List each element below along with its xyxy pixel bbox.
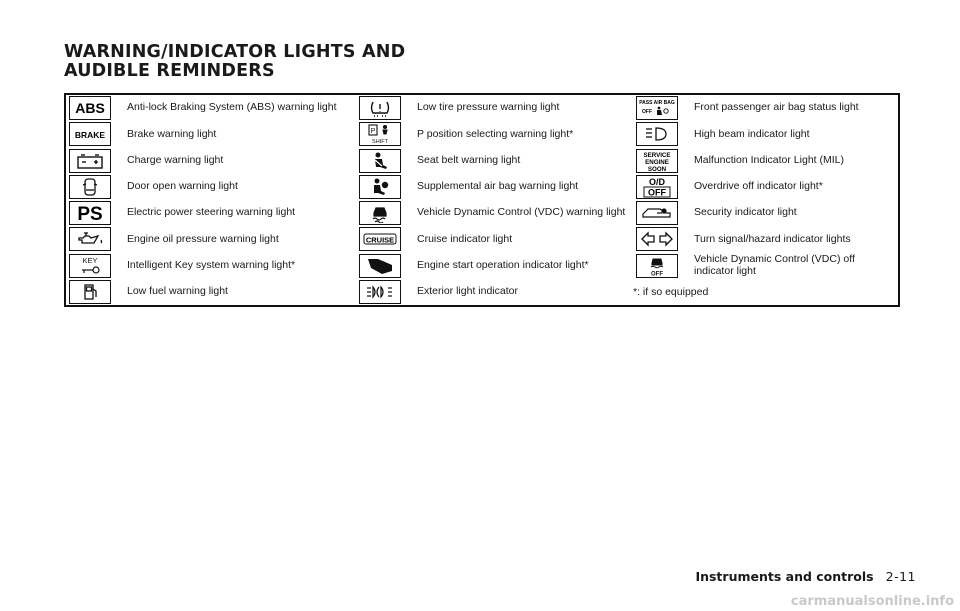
svg-text:CRUISE: CRUISE	[365, 235, 395, 245]
watermark: carmanualsonline.info	[790, 594, 954, 609]
security-car-icon	[636, 201, 678, 225]
table-cell-label: Overdrive off indicator light*	[694, 180, 823, 193]
table-cell-label: Malfunction Indicator Light (MIL)	[694, 153, 844, 166]
table-row	[66, 226, 356, 252]
table-row	[356, 226, 633, 252]
table-cell-label: Turn signal/hazard indicator lights	[694, 232, 851, 245]
svg-text:SERVICE: SERVICE	[643, 151, 671, 159]
oil-can-icon	[69, 227, 111, 251]
table-row	[66, 95, 356, 121]
table-cell-label: Supplemental air bag warning light	[417, 180, 579, 193]
table-cell-label: Anti-lock Braking System (ABS) warning light	[127, 101, 337, 114]
svg-text:P: P	[370, 128, 376, 136]
indicator-lights-table	[64, 93, 900, 307]
table-row	[356, 279, 633, 305]
table-cell-label: Low tire pressure warning light	[417, 101, 560, 114]
svg-text:SOON: SOON	[647, 165, 667, 172]
table-row	[633, 174, 898, 200]
page-title-line-2: AUDIBLE REMINDERS	[64, 61, 275, 81]
svg-text:SHIFT: SHIFT	[372, 139, 388, 146]
table-cell-label: Security indicator light	[694, 206, 797, 219]
svg-text:PS: PS	[77, 204, 103, 225]
table-cell-label: Exterior light indicator	[417, 285, 518, 298]
table-cell-label: Electric power steering warning light	[127, 206, 296, 219]
section-name: Instruments and controls	[695, 569, 874, 584]
svg-text:OFF: OFF	[648, 187, 666, 198]
table-cell-label: P position selecting warning light*	[417, 127, 574, 140]
table-cell-label: Brake warning light	[127, 127, 217, 140]
power-steering-icon	[69, 201, 111, 225]
page-title	[64, 43, 405, 81]
tire-pressure-icon	[359, 96, 401, 120]
table-row	[66, 174, 356, 200]
door-open-icon	[69, 175, 111, 199]
page-title-line-1: WARNING/INDICATOR LIGHTS AND	[64, 42, 406, 62]
service-engine-soon-icon	[636, 149, 678, 173]
battery-icon	[69, 149, 111, 173]
svg-text:ABS: ABS	[75, 100, 105, 117]
svg-text:OFF: OFF	[642, 109, 652, 116]
table-row	[66, 148, 356, 174]
page-footer	[695, 569, 916, 584]
pass-air-bag-icon	[636, 96, 678, 120]
svg-text:ENGINE: ENGINE	[645, 158, 669, 166]
table-row	[633, 148, 898, 174]
table-row	[633, 95, 898, 121]
brake-icon	[69, 122, 111, 146]
engine-start-icon	[359, 254, 401, 278]
table-cell-label: Vehicle Dynamic Control (VDC) warning light	[417, 206, 626, 219]
abs-icon	[69, 96, 111, 120]
svg-text:OFF: OFF	[651, 271, 663, 277]
table-row	[356, 174, 633, 200]
table-cell-label: Engine start operation indicator light*	[417, 258, 589, 271]
table-column-1	[66, 95, 356, 305]
table-cell-label: Charge warning light	[127, 153, 224, 166]
cruise-icon	[359, 227, 401, 251]
table-cell-label: Seat belt warning light	[417, 153, 521, 166]
table-row	[356, 253, 633, 279]
vdc-icon	[359, 201, 401, 225]
svg-text:PASS AIR BAG: PASS AIR BAG	[639, 100, 675, 107]
fuel-pump-icon	[69, 280, 111, 304]
od-off-icon	[636, 175, 678, 199]
table-row	[356, 148, 633, 174]
table-column-3	[633, 95, 898, 305]
key-icon	[69, 254, 111, 278]
table-cell-label: Low fuel warning light	[127, 285, 228, 298]
air-bag-icon	[359, 175, 401, 199]
svg-text:KEY: KEY	[82, 255, 98, 265]
table-cell-label: High beam indicator light	[694, 127, 810, 140]
vdc-off-icon	[636, 254, 678, 278]
svg-text:BRAKE: BRAKE	[74, 130, 106, 141]
table-row	[356, 95, 633, 121]
table-row	[66, 279, 356, 305]
footnote: *: if so equipped	[633, 285, 709, 298]
exterior-light-icon	[359, 280, 401, 304]
table-row	[633, 121, 898, 147]
table-row	[633, 200, 898, 226]
table-row	[356, 121, 633, 147]
table-cell-label: Cruise indicator light	[417, 232, 513, 245]
table-cell-label: Intelligent Key system warning light*	[127, 258, 296, 271]
table-cell-label: Vehicle Dynamic Control (VDC) off indicator light	[694, 253, 855, 277]
table-cell-label: Door open warning light	[127, 180, 238, 193]
table-row	[66, 253, 356, 279]
page-number: 2-11	[885, 569, 916, 584]
table-row	[633, 253, 898, 279]
table-row	[356, 200, 633, 226]
table-row	[66, 200, 356, 226]
table-row	[633, 226, 898, 252]
table-row	[633, 279, 898, 305]
seat-belt-icon	[359, 149, 401, 173]
table-column-2	[356, 95, 633, 305]
turn-signal-icon	[636, 227, 678, 251]
high-beam-icon	[636, 122, 678, 146]
table-cell-label: Front passenger air bag status light	[694, 101, 859, 114]
shift-icon	[359, 122, 401, 146]
svg-text:O/D: O/D	[648, 176, 666, 187]
table-row	[66, 121, 356, 147]
table-cell-label: Engine oil pressure warning light	[127, 232, 279, 245]
